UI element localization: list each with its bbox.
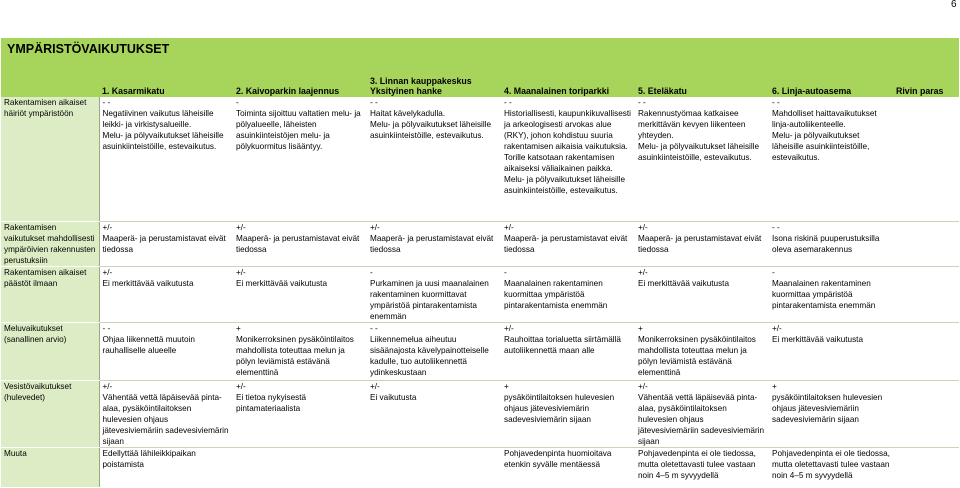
table-cell xyxy=(233,380,367,447)
table-cell xyxy=(99,221,233,266)
table-cell xyxy=(893,221,959,266)
table-cell xyxy=(501,266,635,322)
table-cell xyxy=(893,447,959,487)
cell-text: Ei merkittävää vaikutusta xyxy=(638,278,730,288)
table-cell xyxy=(769,322,893,380)
cell-text: Maanalainen rakentaminen kuormittaa ympäristöä pintarakentamista enemmän xyxy=(504,278,608,310)
row-label: Meluvaikutukset (sanallinen arvio) xyxy=(1,322,99,380)
rating-mark: +/- xyxy=(236,222,246,232)
cell-text: Maaperä- ja perustamistavat eivät tiedossa xyxy=(236,233,360,254)
rating-mark: +/- xyxy=(370,381,380,391)
rating-mark: +/- xyxy=(102,222,113,232)
cell-text: Pohjavedenpinta ei ole tiedossa, mutta oletettavasti tulee vastaan noin 4–5 m syvyydellä xyxy=(772,448,890,480)
table-cell xyxy=(99,447,233,487)
cell-text: Ohjaa liikennettä muutoin rauhalliselle alueelle xyxy=(102,334,195,355)
table-cell xyxy=(769,447,893,487)
table-row xyxy=(1,380,959,447)
cell-text: Maaperä- ja perustamistavat eivät tiedossa xyxy=(370,233,494,254)
table-cell xyxy=(233,266,367,322)
table-cell xyxy=(367,221,501,266)
rating-mark: + xyxy=(772,381,777,391)
row-label: Rakentamisen aikaiset häiriöt ympäristöön xyxy=(1,97,99,221)
column-header-linja-autoasema: 6. Linja-autoasema xyxy=(769,60,893,97)
cell-text: Ei vaikutusta xyxy=(370,392,417,402)
table-title: YMPÄRISTÖVAIKUTUKSET xyxy=(7,42,170,56)
cell-text: Vähentää vettä läpäisevää pinta-alaa, pysäköintilaitoksen hulevesien ohjaus jätevesiviemäriin sadevesiviemärin sijaan xyxy=(102,392,229,446)
column-header-empty xyxy=(1,60,99,97)
cell-text: Historiallisesti, kaupunkikuvallisesti ja arkeologisesti arvokas alue (RKY), johon kohdistuu suuria rakentamisen aikaisia vaikutuksia. Torille katsotaan rakentamisen aikaiseksi väliaikainen paikka. Melu- ja pölyvaikutukset läheisille asuinkiinteistöille, estevaikutus. xyxy=(504,109,631,195)
table-cell xyxy=(233,97,367,221)
rating-mark: - - xyxy=(370,323,378,333)
cell-text: Purkaminen ja uusi maanalainen rakentaminen kuormittavat ympäristöä pintarakentamista enemmän xyxy=(370,278,489,321)
table-cell xyxy=(367,447,501,487)
column-header-rivin-paras: Rivin paras xyxy=(893,60,959,97)
cell-text: Haitat kävelykadulla. Melu- ja pölyvaikutukset läheisille asuinkiinteistöille, estevaikutus. xyxy=(370,109,492,140)
column-header-kaivoparkki: 2. Kaivoparkin laajennus xyxy=(233,60,367,97)
rating-mark: +/- xyxy=(638,222,648,232)
page-number: 6 xyxy=(951,0,957,10)
cell-text: Pohjavedenpinta ei ole tiedossa, mutta oletettavasti tulee vastaan noin 4–5 m syvyydellä xyxy=(638,448,756,480)
table-cell xyxy=(893,97,959,221)
table-cell xyxy=(99,322,233,380)
title-bar xyxy=(1,38,959,60)
cell-text: Monikerroksinen pysäköintilaitos mahdollista toteuttaa melun ja pölyn leviämistä estävänä elementtinä xyxy=(638,334,756,377)
column-header-kasarmikatu: 1. Kasarmikatu xyxy=(99,60,233,97)
rating-mark: - - xyxy=(370,98,378,107)
table-row xyxy=(1,447,959,487)
cell-text: Rauhoittaa torialuetta siirtämällä autoliikennettä maan alle xyxy=(504,334,621,355)
table-cell xyxy=(233,322,367,380)
table-cell xyxy=(99,380,233,447)
rating-mark: - - xyxy=(504,98,512,107)
row-label: Rakentamisen vaikutukset mahdollisesti ympäröivien rakennusten perustuksiin xyxy=(1,221,99,266)
table-cell xyxy=(367,97,501,221)
table-cell xyxy=(367,266,501,322)
cell-text: Liikennemelua aiheutuu sisäänajosta kävelypainotteiselle kadulle, tuo autoliikennettä ydinkeskustaan xyxy=(370,334,489,377)
rating-mark: + xyxy=(236,323,241,333)
cell-text: Ei merkittävää vaikutusta xyxy=(102,278,194,288)
cell-text: Mahdolliset haittavaikutukset linja-autoliikenteelle. Melu- ja pölyvaikutukset läheisille asuinkiinteistöille, estevaikutus. xyxy=(772,109,877,162)
cell-text: Edellyttää lähileikkipaikan poistamista xyxy=(102,448,196,469)
table-cell xyxy=(233,221,367,266)
row-label: Rakentamisen aikaiset päästöt ilmaan xyxy=(1,266,99,322)
table-cell xyxy=(99,266,233,322)
cell-text: Ei tietoa nykyisestä pintamateriaalista xyxy=(236,392,307,413)
column-header-linnan-kauppakeskus: 3. Linnan kauppakeskus Yksityinen hanke xyxy=(367,60,501,97)
table-row xyxy=(1,322,959,380)
rating-mark: - - xyxy=(772,98,780,107)
rating-mark: - - xyxy=(638,98,646,107)
rating-mark: - xyxy=(370,267,373,277)
table-cell xyxy=(893,380,959,447)
table-cell xyxy=(367,380,501,447)
table-cell xyxy=(501,380,635,447)
cell-text: pysäköintilaitoksen hulevesien ohjaus jätevesiviemäriin sadevesiviemärin sijaan xyxy=(772,392,883,424)
table-row xyxy=(1,97,959,221)
table-row xyxy=(1,221,959,266)
cell-text: Toiminta sijoittuu valtatien melu- ja pölyalueelle, läheisten asuinkiinteistöjen melu- ja pölykuormitus lisääntyy. xyxy=(236,109,361,151)
table-cell xyxy=(635,447,769,487)
rating-mark: +/- xyxy=(638,381,648,391)
rating-mark: +/- xyxy=(370,222,380,232)
cell-text: Pohjavedenpinta huomioitava etenkin syvälle mentäessä xyxy=(504,448,612,469)
table-cell xyxy=(501,447,635,487)
table-cell xyxy=(501,97,635,221)
row-label: Vesistövaikutukset (hulevedet) xyxy=(1,380,99,447)
row-label: Muuta xyxy=(1,447,99,487)
table-cell xyxy=(769,221,893,266)
cell-text: Ei merkittävää vaikutusta xyxy=(772,334,864,344)
column-header-row xyxy=(1,60,959,97)
table-cell xyxy=(893,322,959,380)
cell-text: Negatiivinen vaikutus läheisille leikki- ja virkistysalueille. Melu- ja pölyvaikutukset läheisille asuinkiinteistöille, estevaikutus. xyxy=(102,109,224,151)
rating-mark: + xyxy=(638,323,643,333)
rating-mark: - - xyxy=(102,323,111,333)
cell-text: Vähentää vettä läpäisevää pinta-alaa, pysäköintilaitoksen hulevesien ohjaus jätevesiviemäriin sadevesiviemärin sijaan xyxy=(638,392,765,446)
table-cell xyxy=(893,266,959,322)
rating-mark: +/- xyxy=(638,267,648,277)
table-cell xyxy=(501,322,635,380)
rating-mark: +/- xyxy=(102,381,113,391)
rating-mark: +/- xyxy=(236,267,246,277)
cell-text: Maaperä- ja perustamistavat eivät tiedossa xyxy=(102,233,226,254)
rating-mark: + xyxy=(504,381,509,391)
cell-text: Maaperä- ja perustamistavat eivät tiedossa xyxy=(504,233,628,254)
column-header-etelakatu: 5. Eteläkatu xyxy=(635,60,769,97)
table-cell xyxy=(233,447,367,487)
cell-text: pysäköintilaitoksen hulevesien ohjaus jätevesiviemärin sadevesiviemärin sijaan xyxy=(504,392,615,424)
table-cell xyxy=(501,221,635,266)
rating-mark: - - xyxy=(102,98,111,107)
rating-mark: +/- xyxy=(772,323,782,333)
rating-mark: - xyxy=(504,267,507,277)
rating-mark: +/- xyxy=(504,222,514,232)
cell-text: Monikerroksinen pysäköintilaitos mahdollista toteuttaa melun ja pölyn leviämistä estävänä elementtinä xyxy=(236,334,354,377)
rating-mark: +/- xyxy=(236,381,246,391)
table-row xyxy=(1,266,959,322)
table-cell xyxy=(769,97,893,221)
table-cell xyxy=(635,266,769,322)
cell-text: Rakennustyömaa katkaisee merkittävän kevyen liikenteen yhteyden. Melu- ja pölyvaikutukset läheisille asuinkiinteistöille, estevaikutus. xyxy=(638,109,760,162)
rating-mark: - xyxy=(772,267,775,277)
table-cell xyxy=(635,221,769,266)
table-cell xyxy=(367,322,501,380)
rating-mark: - - xyxy=(772,222,780,232)
rating-mark: - xyxy=(236,98,239,107)
cell-text: Maaperä- ja perustamistavat eivät tiedossa xyxy=(638,233,762,254)
table-cell xyxy=(769,266,893,322)
cell-text: Ei merkittävää vaikutusta xyxy=(236,278,328,288)
cell-text: Maanalainen rakentaminen kuormittaa ympäristöä pintarakentamista enemmän xyxy=(772,278,876,310)
cell-text: Isona riskinä puuperustuksilla oleva asemarakennus xyxy=(772,233,880,254)
rating-mark: +/- xyxy=(504,323,514,333)
environmental-impact-table xyxy=(1,60,959,488)
table-cell xyxy=(635,97,769,221)
table-cell xyxy=(769,380,893,447)
table-cell xyxy=(99,97,233,221)
rating-mark: +/- xyxy=(102,267,113,277)
table-cell xyxy=(635,322,769,380)
column-header-toriparkki: 4. Maanalainen toriparkki xyxy=(501,60,635,97)
table-cell xyxy=(635,380,769,447)
